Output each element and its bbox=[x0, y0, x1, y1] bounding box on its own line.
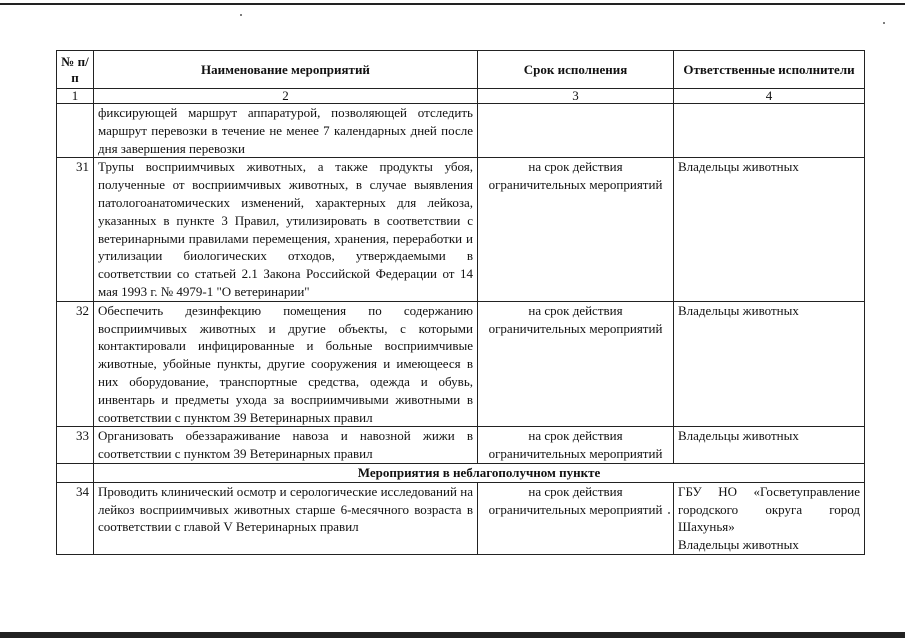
row-number: 33 bbox=[57, 427, 94, 464]
responsible-text: Владельцы животных bbox=[674, 301, 865, 427]
column-index: 4 bbox=[674, 89, 865, 104]
measure-text: фиксирующей маршрут аппаратурой, позволяющей отследить маршрут перевозки в течение не менее 7 календарных дней после дня завершения перевозки bbox=[94, 104, 478, 158]
column-index: 2 bbox=[94, 89, 478, 104]
table-row bbox=[57, 301, 865, 427]
term-text: на срок действия ограничительных мероприятий bbox=[478, 301, 674, 427]
term-text: на срок действия ограничительных мероприятий bbox=[478, 427, 674, 464]
scan-bottom-border bbox=[0, 632, 905, 638]
term-text: на срок действия ограничительных мероприятий bbox=[478, 482, 674, 554]
measure-text: Организовать обеззараживание навоза и навозной жижи в соответствии с пунктом 39 Ветеринарных правил bbox=[94, 427, 478, 464]
responsible-text: Владельцы животных bbox=[674, 158, 865, 301]
section-title: Мероприятия в неблагополучном пункте bbox=[94, 463, 865, 482]
responsible-cell bbox=[674, 482, 865, 554]
term-text: на срок действия ограничительных мероприятий bbox=[478, 158, 674, 301]
table-row bbox=[57, 427, 865, 464]
responsible-text bbox=[674, 104, 865, 158]
header-number: № п/п bbox=[57, 51, 94, 89]
table-row bbox=[57, 482, 865, 554]
section-spacer bbox=[57, 463, 94, 482]
header-responsible: Ответственные исполнители bbox=[674, 51, 865, 89]
measure-text: Обеспечить дезинфекцию помещения по содержанию восприимчивых животных и другие объекты, с которыми контактировали инфицированные и больные восприимчивые животные, убойные пункты, другие сооружения и имеющееся в них оборудование, транспортные средства, одежда и обувь, инвентарь и предметы ухода за восприимчивыми животными в соответствии с пунктом 39 Ветеринарных правил bbox=[94, 301, 478, 427]
scan-speck bbox=[883, 22, 885, 24]
table-header-row bbox=[57, 51, 865, 89]
table-row bbox=[57, 158, 865, 301]
term-text bbox=[478, 104, 674, 158]
responsible-text: ГБУ НО «Госветуправление городского округа город Шахунья» bbox=[678, 483, 860, 535]
header-measures: Наименование мероприятий bbox=[94, 51, 478, 89]
scan-top-border bbox=[0, 3, 905, 5]
column-index: 3 bbox=[478, 89, 674, 104]
row-number: 32 bbox=[57, 301, 94, 427]
column-index-row bbox=[57, 89, 865, 104]
row-number bbox=[57, 104, 94, 158]
responsible-text: Владельцы животных bbox=[674, 427, 865, 464]
responsible-text-secondary: Владельцы животных bbox=[678, 537, 799, 553]
scan-speck bbox=[240, 14, 242, 16]
measures-table bbox=[56, 50, 865, 555]
column-index: 1 bbox=[57, 89, 94, 104]
table-row bbox=[57, 104, 865, 158]
measure-text: Трупы восприимчивых животных, а также продукты убоя, полученные от восприимчивых животных, в случае выявления патологоанатомических изменений, характерных для лейкоза, указанных в пункте 3 Правил, утилизировать в соответствии с ветеринарными правилами перемещения, хранения, переработки и утилизации биологических отходов, утверждаемыми в соответствии со статьей 2.1 Закона Российской Федерации от 14 мая 1993 г. № 4979-1 "О ветеринарии" bbox=[94, 158, 478, 301]
row-number: 31 bbox=[57, 158, 94, 301]
header-term: Срок исполнения bbox=[478, 51, 674, 89]
row-number: 34 bbox=[57, 482, 94, 554]
measure-text: Проводить клинический осмотр и серологические исследований на лейкоз восприимчивых животных старше 6-месячного возраста в соответствии с главой V Ветеринарных правил bbox=[94, 482, 478, 554]
section-row bbox=[57, 463, 865, 482]
